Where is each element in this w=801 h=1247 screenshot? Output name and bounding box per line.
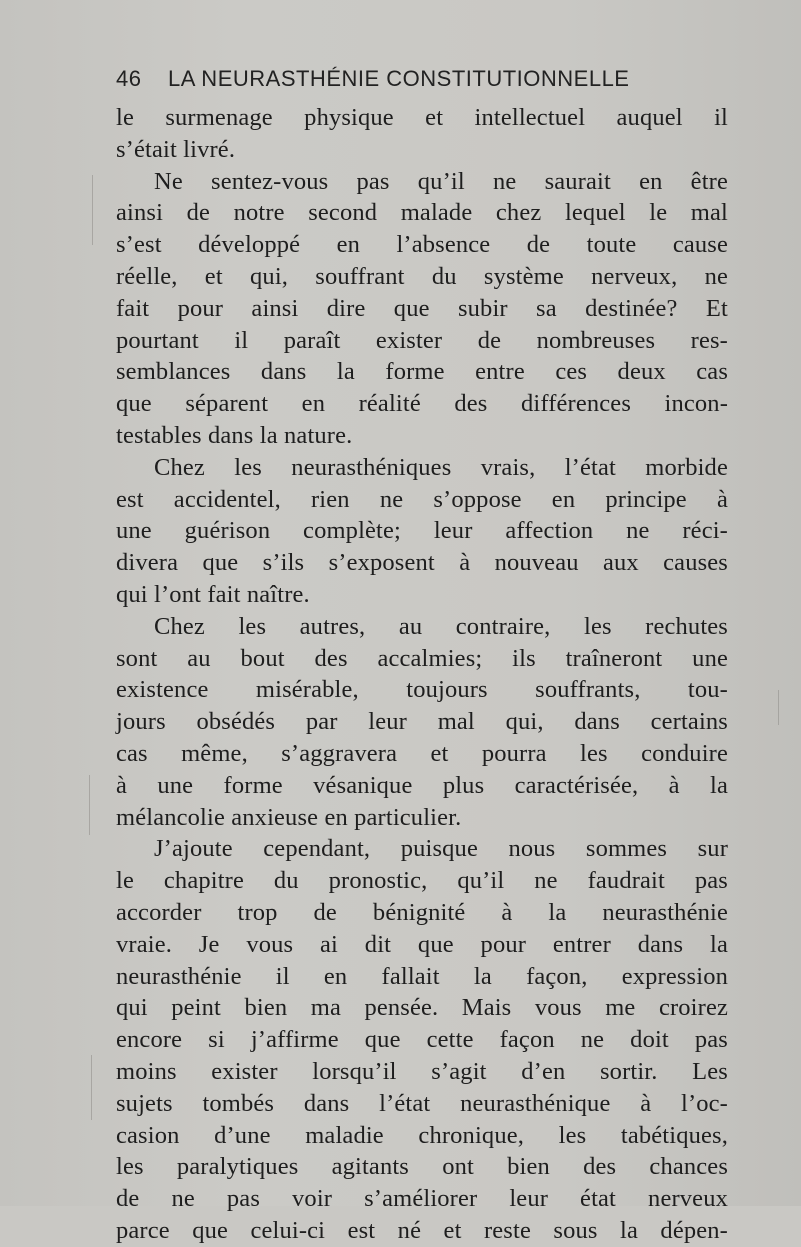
text-line: casion d’une maladie chronique, les tabétiques, [116, 1121, 728, 1149]
text-line: semblances dans la forme entre ces deux cas [116, 358, 728, 386]
pencil-margin-mark [89, 775, 90, 835]
text-line: Chez les neurasthéniques vrais, l’état morbide [154, 453, 728, 481]
text-line: Ne sentez-vous pas qu’il ne saurait en être [154, 167, 728, 195]
text-line: parce que celui-ci est né et reste sous la dépen- [116, 1216, 728, 1244]
text-line: de ne pas voir s’améliorer leur état nerveux [116, 1185, 728, 1213]
pencil-margin-mark [778, 690, 779, 725]
text-line: moins exister lorsqu’il s’agit d’en sortir. Les [116, 1057, 728, 1085]
running-header [116, 66, 686, 92]
page-number: 46 [116, 66, 142, 91]
text-line: s’est développé en l’absence de toute cause [116, 231, 728, 259]
running-title: LA NEURASTHÉNIE CONSTITUTIONNELLE [168, 66, 630, 91]
text-line: J’ajoute cependant, puisque nous sommes sur [154, 835, 728, 863]
text-line: testables dans la nature. [116, 421, 353, 449]
text-line: sont au bout des accalmies; ils traîneront une [116, 644, 728, 672]
text-line: qui l’ont fait naître. [116, 580, 310, 608]
text-line: divera que s’ils s’exposent à nouveau aux causes [116, 549, 728, 577]
text-line: fait pour ainsi dire que subir sa destinée? Et [116, 294, 728, 322]
text-line: encore si j’affirme que cette façon ne doit pas [116, 1026, 728, 1054]
text-line: mélancolie anxieuse en particulier. [116, 803, 462, 831]
pencil-margin-mark [91, 1055, 92, 1120]
text-line: est accidentel, rien ne s’oppose en principe à [116, 485, 728, 513]
body-text [116, 102, 728, 1247]
text-line: le surmenage physique et intellectuel auquel il [116, 104, 728, 131]
text-line: neurasthénie il en fallait la façon, expression [116, 962, 728, 990]
pencil-margin-mark [92, 175, 93, 245]
text-line: cas même, s’aggravera et pourra les conduire [116, 739, 728, 767]
text-line: vraie. Je vous ai dit que pour entrer dans la [116, 930, 728, 958]
text-line: les paralytiques agitants ont bien des chances [116, 1153, 728, 1181]
text-line: que séparent en réalité des différences incon- [116, 390, 728, 418]
text-line: accorder trop de bénignité à la neurasthénie [116, 898, 728, 926]
text-line: Chez les autres, au contraire, les rechutes [154, 612, 728, 640]
text-line: pourtant il paraît exister de nombreuses res- [116, 326, 728, 354]
text-line: une guérison complète; leur affection ne réci- [116, 517, 728, 545]
text-line: sujets tombés dans l’état neurasthénique à l’oc- [116, 1089, 728, 1117]
text-line: ainsi de notre second malade chez lequel le mal [116, 199, 728, 227]
text-line: jours obsédés par leur mal qui, dans certains [116, 708, 728, 736]
text-line: le chapitre du pronostic, qu’il ne faudrait pas [116, 867, 728, 895]
text-line: qui peint bien ma pensée. Mais vous me croirez [116, 994, 728, 1022]
text-line: réelle, et qui, souffrant du système nerveux, ne [116, 262, 728, 290]
text-line: existence misérable, toujours souffrants, tou- [116, 676, 728, 704]
text-line: à une forme vésanique plus caractérisée, à la [116, 771, 728, 799]
text-line: s’était livré. [116, 135, 236, 163]
